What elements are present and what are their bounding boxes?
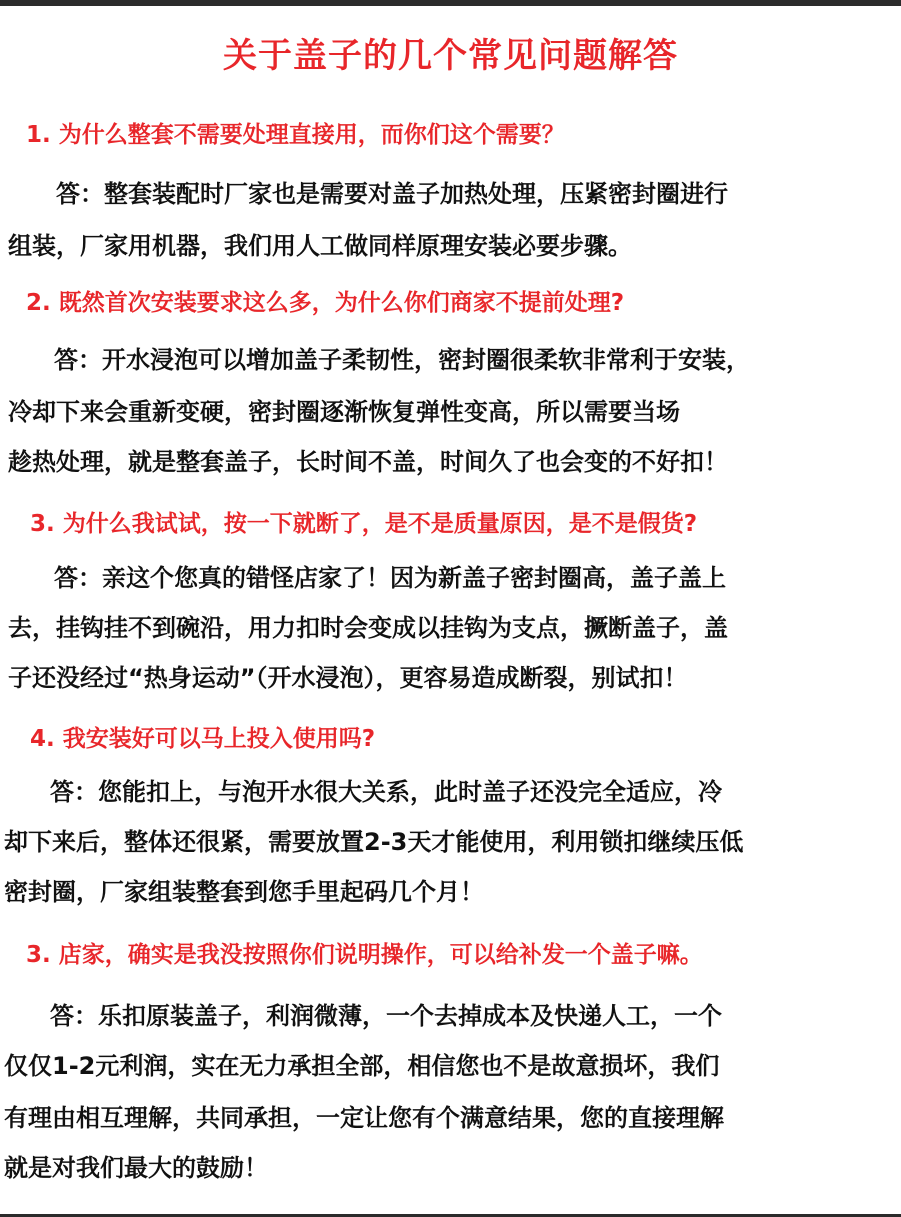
answer-4-line-1: 答：您能扣上，与泡开水很大关系，此时盖子还没完全适应，冷 <box>50 778 722 806</box>
answer-5-line-3: 有理由相互理解，共同承担，一定让您有个满意结果，您的直接理解 <box>4 1104 724 1132</box>
answer-5-line-4: 就是对我们最大的鼓励！ <box>4 1154 268 1182</box>
answer-1-line-2: 组装，厂家用机器，我们用人工做同样原理安装必要步骤。 <box>8 232 632 260</box>
answer-2-line-3: 趁热处理，就是整套盖子，长时间不盖，时间久了也会变的不好扣！ <box>8 448 728 476</box>
answer-2-line-1: 答：开水浸泡可以增加盖子柔韧性，密封圈很柔软非常利于安装， <box>54 346 750 374</box>
question-3: 3. 为什么我试试，按一下就断了，是不是质量原因，是不是假货? <box>30 511 698 537</box>
answer-4-line-3: 密封圈，厂家组装整套到您手里起码几个月！ <box>4 878 484 906</box>
answer-3-line-2: 去，挂钩挂不到碗沿，用力扣时会变成以挂钩为支点，撅断盖子，盖 <box>8 614 728 642</box>
answer-3-line-1: 答：亲这个您真的错怪店家了！因为新盖子密封圈高，盖子盖上 <box>54 564 726 592</box>
answer-5-line-2: 仅仅1-2元利润，实在无力承担全部，相信您也不是故意损坏，我们 <box>4 1052 720 1080</box>
answer-1-line-1: 答：整套装配时厂家也是需要对盖子加热处理，压紧密封圈进行 <box>56 180 728 208</box>
question-4: 4. 我安装好可以马上投入使用吗? <box>30 726 376 752</box>
question-2: 2. 既然首次安装要求这么多，为什么你们商家不提前处理? <box>26 290 625 316</box>
page-title: 关于盖子的几个常见问题解答 <box>223 36 678 76</box>
top-border <box>0 0 901 6</box>
answer-5-line-1: 答：乐扣原装盖子，利润微薄，一个去掉成本及快递人工，一个 <box>50 1002 722 1030</box>
answer-4-line-2: 却下来后，整体还很紧，需要放置2-3天才能使用，利用锁扣继续压低 <box>4 828 744 856</box>
answer-3-line-3: 子还没经过“热身运动”（开水浸泡），更容易造成断裂，别试扣！ <box>8 664 688 692</box>
answer-2-line-2: 冷却下来会重新变硬，密封圈逐渐恢复弹性变高，所以需要当场 <box>8 398 680 426</box>
question-1: 1. 为什么整套不需要处理直接用，而你们这个需要？ <box>26 122 565 148</box>
question-5: 3. 店家，确实是我没按照你们说明操作，可以给补发一个盖子嘛。 <box>26 942 703 968</box>
